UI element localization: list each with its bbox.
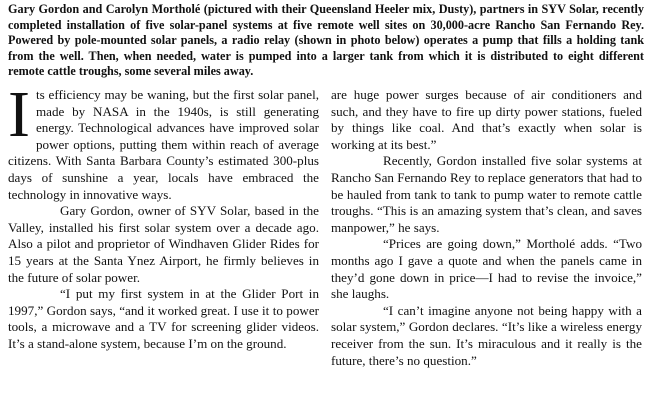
article-column-left	[8, 87, 319, 417]
article-paragraph-1	[8, 87, 319, 203]
article-paragraph-5: “Prices are going down,” Mortholé adds. “Two months ago I gave a quote and when the panels came in they’d gone down in price—I had to revise the invoice,” she laughs.	[331, 236, 642, 302]
article-paragraph-4: Recently, Gordon installed five solar systems at Rancho San Fernando Rey to replace generators that had to be hauled from tank to tank to pump water to remote cattle troughs. “This is an amazing system that’s clean, and saves manpower,” he says.	[331, 153, 642, 235]
column-left-clip	[8, 87, 319, 417]
article-paragraph-continued: are huge power surges because of air conditioners and such, and they have to fire up dirty power stations, fueled by things like coal. And that’s exactly when solar is working at its best.”	[331, 87, 642, 152]
article-paragraph-6: “I can’t imagine anyone not being happy with a solar system,” Gordon declares. “It’s like a wireless energy receiver from the sun. It’s miraculous and it really is the future, there’s no question.”	[331, 302, 642, 368]
article-column-right	[331, 87, 642, 417]
article-paragraph-2: Gary Gordon, owner of SYV Solar, based in the Valley, installed his first solar system over a decade ago. Also a pilot and proprietor of Windhaven Glider Rides for 15 years at the Santa Ynez Airport, he firmly believes in the future of solar power.	[8, 203, 319, 285]
paragraph-1-text: ts efficiency may be waning, but the first solar panel, made by NASA in the 1940s, is still generating energy. Technological advances have improved solar power options, putting them within reach of average citizens. With Santa Barbara County’s estimated 300-plus days of sunshine a year, locals have embraced the technology in innovative ways.	[8, 87, 319, 202]
photo-caption: Gary Gordon and Carolyn Mortholé (pictured with their Queensland Heeler mix, Dusty), partners in SYV Solar, recently completed installation of five solar-panel systems at five remote well sites on 30,000-acre Rancho San Fernando Rey. Powered by pole-mounted solar panels, a radio relay (shown in photo below) operates a pump that fills a holding tank from the well. Then, when needed, water is pumped into a larger tank from which it is distributed to eight different remote cattle troughs, some several miles away.	[8, 2, 644, 79]
article-body	[8, 87, 642, 417]
drop-cap: I	[8, 87, 30, 151]
article-paragraph-3: “I put my first system in at the Glider Port in 1997,” Gordon says, “and it worked great. I use it to power tools, a microwave and a TV for screening glider videos. It’s a stand-alone system, because I’m on the ground.	[8, 286, 319, 351]
